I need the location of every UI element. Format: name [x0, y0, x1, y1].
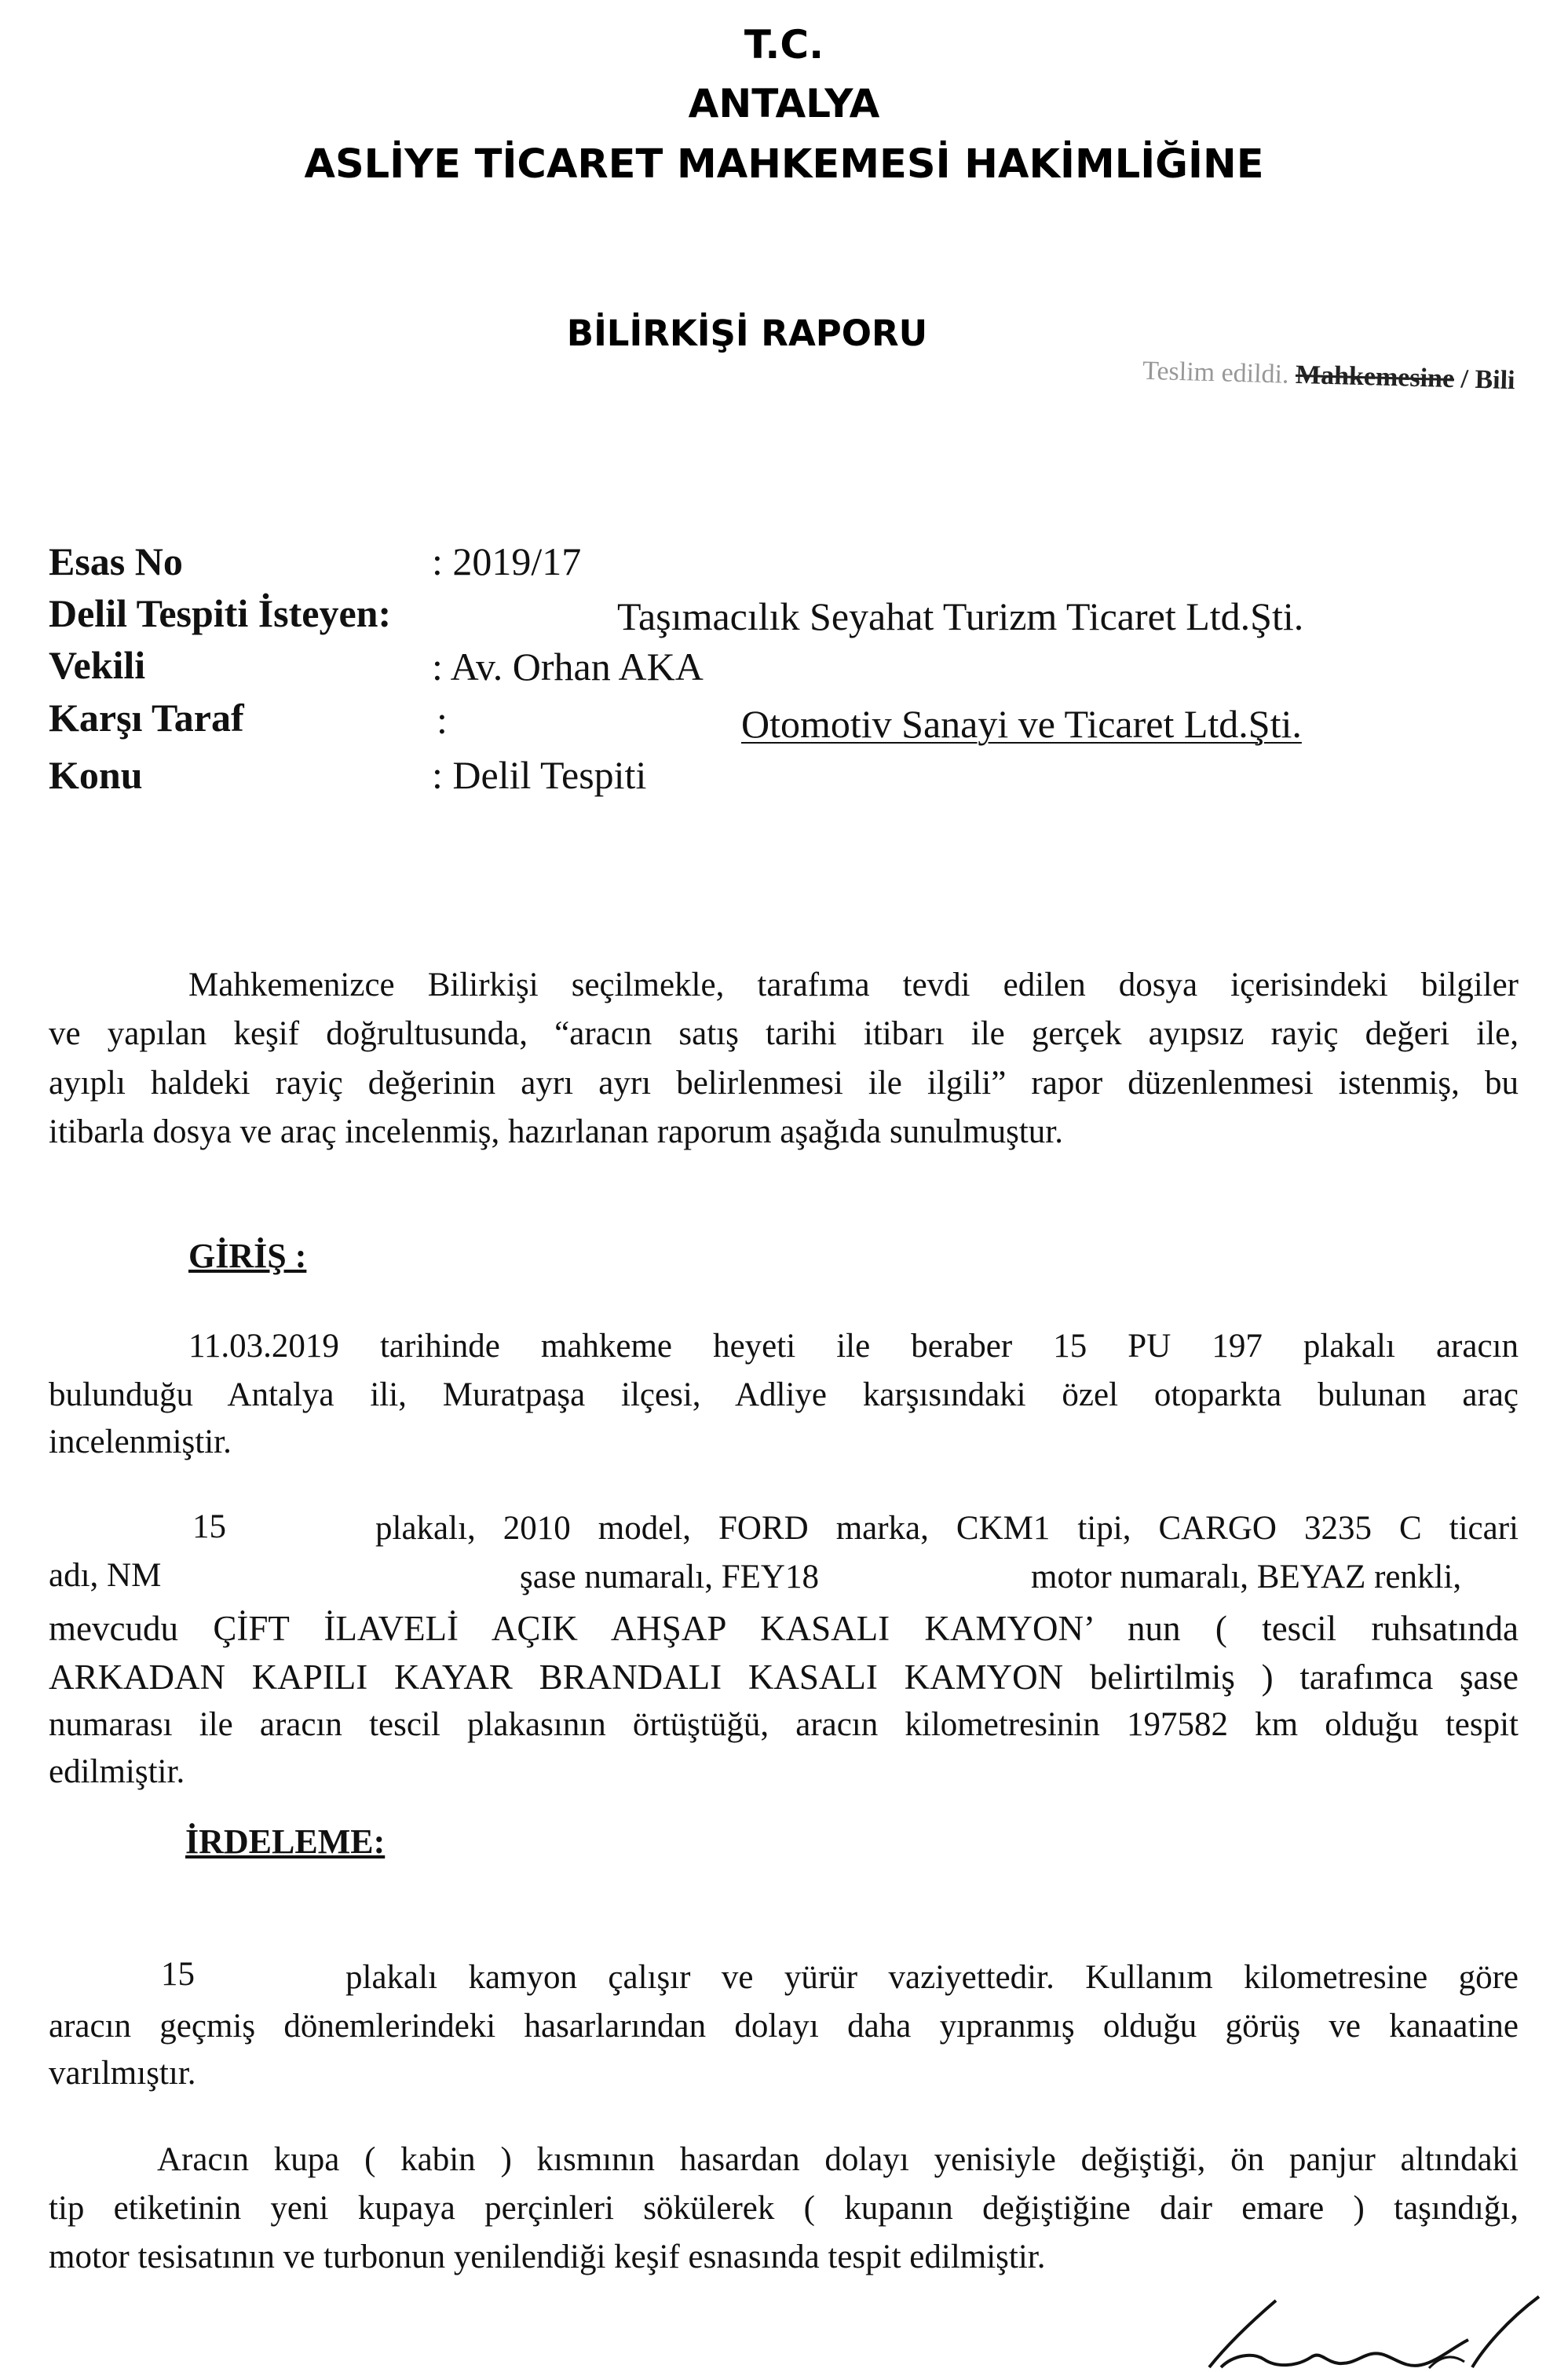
field-value-requester: Taşımacılık Seyahat Turizm Ticaret Ltd.Şti. — [617, 594, 1304, 638]
signature-scribble — [1115, 2293, 1555, 2371]
stamp-text-2: Mahkemesine — [1295, 360, 1455, 394]
giris-p2-line-1: plakalı, 2010 model, FORD marka, CKM1 tipi, CARGO 3235 C ticari — [375, 1510, 1519, 1547]
header-city: ANTALYA — [688, 81, 880, 126]
header-court: ASLİYE TİCARET MAHKEMESİ HAKİMLİĞİNE — [304, 141, 1264, 188]
section-heading-irdeleme: İRDELEME: — [185, 1822, 386, 1861]
giris-p2-line-2c: motor numaralı, BEYAZ renkli, — [1031, 1559, 1462, 1595]
received-stamp — [1142, 356, 1515, 396]
giris-p1-line-1: 11.03.2019 tarihinde mahkeme heyeti ile beraber 15 PU 197 plakalı aracın — [188, 1328, 1519, 1365]
giris-p1-line-3: incelenmiştir. — [49, 1424, 232, 1460]
giris-p1-line-2: bulunduğu Antalya ili, Muratpaşa ilçesi, Adliye karşısındaki özel otoparkta bulunan araç — [49, 1376, 1519, 1413]
intro-line-3: ayıplı haldeki rayiç değerinin ayrı ayrı belirlenmesi ile ilgili” rapor düzenlenmesi istenmiş, bu — [49, 1065, 1519, 1102]
intro-line-1: Mahkemenizce Bilirkişi seçilmekle, tarafıma tevdi edilen dosya içerisindeki bilgiler — [188, 967, 1519, 1003]
report-title: BİLİRKİŞİ RAPORU — [566, 312, 928, 354]
field-label-requester: Delil Tespiti İsteyen: — [49, 591, 392, 635]
giris-p2-line-4: ARKADAN KAPILI KAYAR BRANDALI KASALI KAMYON belirtilmiş ) tarafımca şase — [49, 1657, 1519, 1697]
field-value-opposing-party: Otomotiv Sanayi ve Ticaret Ltd.Şti. — [741, 702, 1302, 746]
irdeleme-p1-line-2: aracın geçmiş dönemlerindeki hasarlarından dolayı daha yıpranmış olduğu görüş ve kanaatine — [49, 2008, 1519, 2045]
stamp-text-3: / Bili — [1460, 364, 1515, 396]
giris-p2-line-6: edilmiştir. — [49, 1753, 185, 1790]
irdeleme-p2-line-2: tip etiketinin yeni kupaya perçinleri sökülerek ( kupanın değiştiğine dair emare ) taşındığı, — [49, 2190, 1519, 2227]
field-value-subject: : Delil Tespiti — [432, 753, 647, 797]
field-label-opposing-party: Karşı Taraf — [49, 696, 244, 740]
section-heading-giris: GİRİŞ : — [188, 1237, 307, 1275]
field-value-attorney: : Av. Orhan AKA — [432, 645, 704, 689]
header-tc: T.C. — [744, 22, 824, 68]
giris-p2-line-2a: adı, NM — [49, 1557, 162, 1594]
giris-p2-plate-number: 15 — [192, 1508, 226, 1545]
irdeleme-p2-line-3: motor tesisatının ve turbonun yenilendiği keşif esnasında tespit edilmiştir. — [49, 2239, 1046, 2275]
giris-p2-line-2b: şase numaralı, FEY18 — [520, 1559, 819, 1595]
field-label-esas-no: Esas No — [49, 539, 183, 583]
giris-p2-line-5: numarası ile aracın tescil plakasının örtüştüğü, aracın kilometresinin 197582 km olduğu tespit — [49, 1706, 1519, 1743]
intro-line-4: itibarla dosya ve araç incelenmiş, hazırlanan raporum aşağıda sunulmuştur. — [49, 1113, 1063, 1150]
field-value-esas-no: : 2019/17 — [432, 539, 582, 583]
irdeleme-p1-line-3: varılmıştır. — [49, 2055, 196, 2092]
giris-p2-line-3: mevcudu ÇİFT İLAVELİ AÇIK AHŞAP KASALI KAMYON’ nun ( tescil ruhsatında — [49, 1609, 1519, 1648]
field-colon-opposing-party: : — [437, 698, 448, 742]
irdeleme-p1-line-1: plakalı kamyon çalışır ve yürür vaziyettedir. Kullanım kilometresine göre — [345, 1959, 1519, 1996]
field-label-attorney: Vekili — [49, 643, 146, 687]
stamp-text-1: Teslim edildi. — [1142, 356, 1290, 389]
irdeleme-p2-line-1: Aracın kupa ( kabin ) kısmının hasardan dolayı yenisiyle değiştiği, ön panjur altındaki — [157, 2141, 1519, 2178]
irdeleme-p1-plate-number: 15 — [161, 1956, 195, 1993]
field-label-subject: Konu — [49, 753, 143, 797]
intro-line-2: ve yapılan keşif doğrultusunda, “aracın satış tarihi itibarı ile gerçek ayıpsız rayiç değeri ile, — [49, 1015, 1519, 1052]
